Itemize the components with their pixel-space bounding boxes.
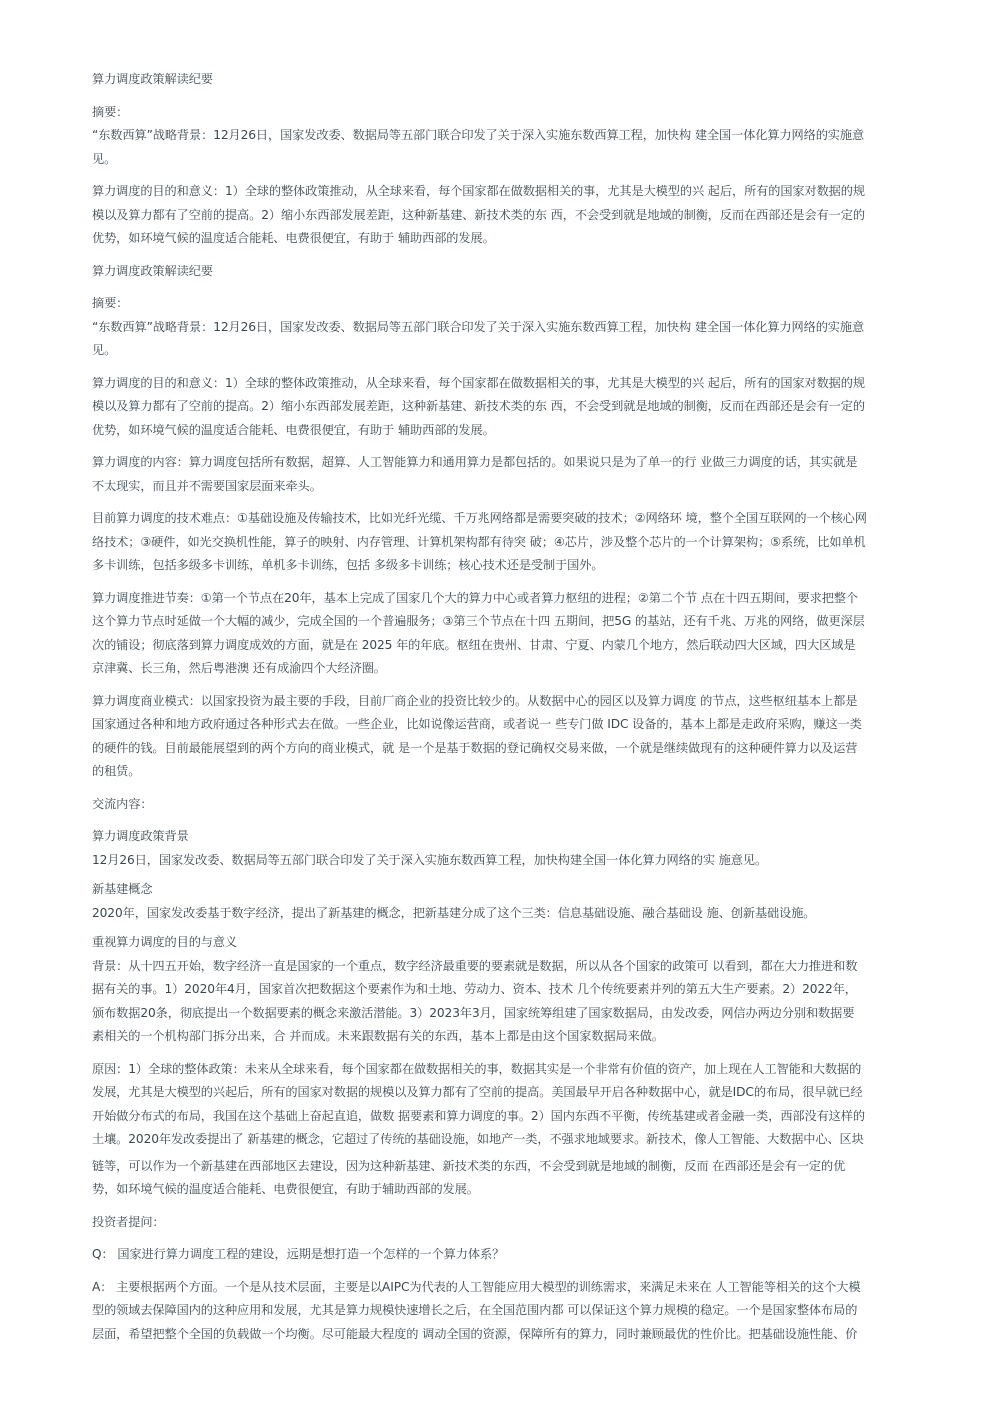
text-line: 算力调度商业模式：以国家投资为最主要的手段，目前厂商企业的投资比较少的。从数据中心的园区以及算力调度 的节点，这些枢纽基本上都是 [92,693,858,708]
text-line: Q： 国家进行算力调度工程的建设，远期是想打造一个怎样的一个算力体系？ [92,1247,505,1261]
text-line: 发展，尤其是大模型的兴起后，所有的国家对数据的规模以及算力都有了空前的提高。美国最早开启各种数据中心，就是IDC的布局，很早就已经 [92,1085,863,1099]
text-line: 算力调度的目的和意义：1）全球的整体政策推动，从全球来看，每个国家都在做数据相关的事，尤其是大模型的兴 起后，所有的国家对数据的规 [92,375,865,390]
policy-background-heading [92,825,942,849]
text-line: 京津冀、长三角，然后粤港澳 还有成渝四个大经济圈。 [92,661,386,675]
text-line: 型的领域去保障国内的这种应用和发展，尤其是算力规模快速增长之后，在全国范围内都 可以保证这个算力规模的稳定。一个是国家整体布局的 [92,1303,858,1317]
new-infra-body [92,902,942,926]
text-line: “东数西算”战略背景：12月26日，国家发改委、数据局等五部门联合印发了关于深入实施东数西算工程，加快构 建全国一体化算力网络的实施意 [92,319,865,334]
policy-background-body [92,849,942,873]
text-line: 这个算力节点时延做一个大幅的减少，完成全国的一个普遍服务；③第三个节点在十四 五期间，把5G 的基站，还有千兆、万兆的网络，做更深层 [92,614,865,628]
text-line: 多卡训练，包括多级多卡训练，单机多卡训练，包括 多级多卡训练；核心技术还是受制于国外。 [92,558,604,572]
heading-title-1 [92,68,942,92]
text-line: 的硬件的钱。目前最能展望到的两个方向的商业模式，就 是一个是基于数据的登记确权交易来做，一个就是继续做现有的这种硬件算力以及运营 [92,740,858,755]
text-line: 颁布数据20条，彻底提出一个数据要素的概念来激活潜能。3）2023年3月，国家统筹组建了国家数据局，由发改委，网信办两边分别和数据要 [92,1005,855,1020]
difficulties-paragraph [92,507,942,578]
text-line: “东数西算”战略背景：12月26日，国家发改委、数据局等五部门联合印发了关于深入实施东数西算工程，加快构 建全国一体化算力网络的实施意 [92,128,865,142]
text-line: 势，如环境气候的温度适合能耗、电费很便宜，有助于辅助西部的发展。 [92,1182,479,1196]
reason-paragraph [92,1058,942,1152]
text-line: 优势，如环境气候的温度适合能耗、电费很便宜，有助于 辅助西部的发展。 [92,422,495,437]
text-line: 素相关的一个机构部门拆分出来，合 并而成。未来跟数据有关的东西，基本上都是由这个国家数据局来做。 [92,1029,664,1043]
question-paragraph [92,1243,942,1267]
text-line: 土壤。2020年发改委提出了 新基建的概念，它超过了传统的基础设施，如地产一类，不强求地域要求。新技术，像人工智能、大数据中心、区块 [92,1132,864,1146]
text-line: 算力调度的目的和意义：1）全球的整体政策推动，从全球来看，每个国家都在做数据相关的事，尤其是大模型的兴 起后，所有的国家对数据的规 [92,184,865,198]
text-line: 开始做分布式的布局，我国在这个基础上奋起直追，做数 据要素和算力调度的事。2）国内东西不平衡，传统基建或者金融一类，西部没有这样的 [92,1108,865,1123]
text-line: 层面，希望把整个全国的负载做一个均衡。尽可能最大程度的 调动全国的资源，保障所有的算力，同时兼顾最优的性价比。把基础设施性能、价 [92,1326,858,1341]
new-infra-heading [92,878,942,902]
text-line: 见。 [92,343,117,357]
text-line: 2020年，国家发改委基于数字经济，提出了新基建的概念，把新基建分成了这个三类：信息基础设施、融合基础设 施、创新基础设施。 [92,905,816,920]
text-line: 目前算力调度的技术难点：①基础设施及传输技术，比如光纤光缆、千万兆网络都是需要突破的技术；②网络环 境，整个全国互联网的一个核心网 [92,511,867,525]
purpose-paragraph-1 [92,180,942,251]
text-line: 算力调度政策背景 [92,829,189,843]
text-line: 据有关的事。1）2020年4月，国家首次把数据这个要素作为和土地、劳动力、资本、技术 几个传统要素并列的第五大生产要素。2）2022年， [92,982,857,996]
text-line: 算力调度政策解读纪要 [92,263,213,278]
importance-heading [92,931,942,955]
text-line: 12月26日，国家发改委、数据局等五部门联合印发了关于深入实施东数西算工程，加快构建全国一体化算力网络的实 施意见。 [92,852,768,867]
text-line: 的租赁。 [92,764,141,778]
text-line: 算力调度推进节奏：①第一个节点在20年，基本上完成了国家几个大的算力中心或者算力枢纽的进程；②第二个节 点在十四五期间，要求把整个 [92,590,858,605]
text-line: 算力调度政策解读纪要 [92,72,213,86]
text-line: 算力调度的内容：算力调度包括所有数据，超算、人工智能算力和通用算力是都包括的。如果说只是为了单一的行 业做三力调度的话，其实就是 [92,455,858,469]
investor-heading [92,1211,942,1235]
abstract-paragraph-2 [92,292,942,363]
text-line: 次的铺设；彻底落到算力调度成效的方面，就是在 2025 年的年底。枢纽在贵州、甘肃、宁夏、内蒙几个地方，然后联动四大区域，四大区域是 [92,637,856,652]
text-line: 原因：1）全球的整体政策：未来从全球来看，每个国家都在做数据相关的事，数据其实是一个非常有价值的资产，加上现在人工智能和大数据的 [92,1061,862,1076]
text-line: 优势，如环境气候的温度适合能耗、电费很便宜，有助于 辅助西部的发展。 [92,231,495,245]
text-line: 交流内容： [92,796,153,811]
text-line: 投资者提问： [92,1214,165,1229]
rhythm-paragraph [92,587,942,681]
text-line: 不太现实，而且并不需要国家层面来牵头。 [92,478,322,493]
text-line: 链等，可以作为一个新基建在西部地区去建设，因为这种新基建、新技术类的东西，不会受到就是地域的制衡，反而 在西部还是会有一定的优 [92,1158,846,1173]
answer-paragraph [92,1276,942,1347]
importance-body [92,955,942,1049]
text-line: A： 主要根据两个方面。一个是从技术层面，主要是以AIPC为代表的人工智能应用大模型的训练需求，来满足未来在 人工智能等相关的这个大模 [92,1279,861,1294]
text-line: 摘要： [92,296,129,310]
text-line: 络技术；③硬件，如光交换机性能，算子的映射、内存管理、计算机架构都有待突 破；④芯片，涉及整个芯片的一个计算架构；⑤系统，比如单机 [92,534,866,549]
text-line: 重视算力调度的目的与意义 [92,935,238,949]
abstract-paragraph-1 [92,101,942,172]
content-paragraph [92,451,942,498]
purpose-paragraph-2 [92,372,942,443]
text-line: 见。 [92,151,117,166]
reason-paragraph-continued [92,1155,942,1202]
business-paragraph [92,690,942,784]
text-line: 新基建概念 [92,882,153,896]
exchange-heading [92,793,942,817]
text-line: 国家通过各种和地方政府通过各种形式去在做。一些企业，比如说像运营商，或者说一 些专门做 IDC 设备的，基本上都是走政府采购，赚这一类 [92,717,862,731]
text-line: 摘要： [92,104,129,119]
heading-title-2 [92,260,942,284]
text-line: 背景：从十四五开始，数字经济一直是国家的一个重点，数字经济最重要的要素就是数据，所以从各个国家的政策可 以看到，都在大力推进和数 [92,958,858,973]
text-line: 模以及算力都有了空前的提高。2）缩小东西部发展差距，这种新基建、新技术类的东 西，不会受到就是地域的制衡，反而在西部还是会有一定的 [92,399,865,413]
text-line: 模以及算力都有了空前的提高。2）缩小东西部发展差距，这种新基建、新技术类的东 西，不会受到就是地域的制衡，反而在西部还是会有一定的 [92,207,865,222]
